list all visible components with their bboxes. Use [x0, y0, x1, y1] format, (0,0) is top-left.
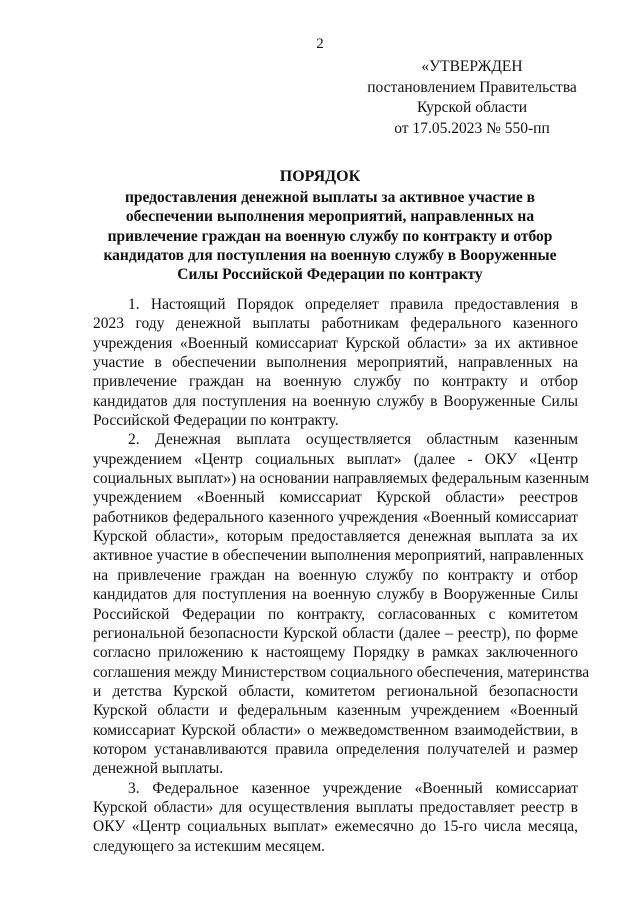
paragraph-2	[93, 430, 590, 778]
text-line: комиссариат Курской области» о межведомственном взаимодействии, в	[93, 721, 578, 739]
text-line: Российской Федерации по контракту.	[93, 412, 339, 430]
document-title: ПОРЯДОК	[279, 168, 361, 185]
approval-line: постановлением Правительства	[367, 78, 577, 96]
subtitle-line: предоставления денежной выплаты за активное участие в	[124, 189, 536, 206]
text-line: региональной безопасности Курской области (далее – реестр), по форме	[93, 624, 578, 642]
text-line: ОКУ «Центр социальных выплат» ежемесячно до 15-го числа месяца,	[93, 818, 578, 836]
document-body	[93, 295, 590, 856]
text-line: кандидатов для поступления на военную службу в Вооруженные Силы	[93, 392, 578, 410]
page-number: 2	[316, 36, 324, 52]
text-line: 2023 году денежной выплаты работникам федерального казенного	[93, 315, 578, 333]
text-line: участие в обеспечении выполнения мероприятий, направленных на	[93, 354, 578, 372]
text-line: работников федерального казенного учреждения «Военный комиссариат	[93, 508, 578, 526]
approval-line: от 17.05.2023 № 550-пп	[394, 119, 550, 137]
text-line: 1. Настоящий Порядок определяет правила предоставления в	[128, 296, 578, 313]
text-line: согласно приложению к настоящему Порядку в рамках заключенного	[93, 644, 578, 662]
text-line: учреждением «Военный комиссариат Курской области» реестров	[93, 489, 578, 507]
subtitle-line: обеспечении выполнения мероприятий, направленных на	[125, 208, 535, 226]
text-line: денежной выплаты.	[93, 760, 224, 778]
paragraph-1	[93, 295, 578, 430]
text-line: привлечение граждан на военную службу по контракту и отбор	[93, 373, 578, 391]
paragraph-3	[93, 779, 578, 856]
text-line: учреждением «Центр социальных выплат» (далее - ОКУ «Центр	[93, 450, 578, 468]
approval-line: «УТВЕРЖДЕН	[421, 58, 523, 75]
text-line: Курской области и федеральным казенным учреждением «Военный	[93, 702, 578, 720]
text-line: 2. Денежная выплата осуществляется областным казенным	[128, 431, 578, 449]
text-line: на привлечение граждан на военную службу по контракту и отбор	[93, 566, 578, 584]
text-line: кандидатов для поступления на военную службу в Вооруженные Силы	[93, 586, 578, 604]
subtitle-line: Силы Российской Федерации по контракту	[177, 266, 483, 284]
text-line: котором устанавливаются правила определения получателей и размер	[93, 740, 578, 758]
text-line: Курской области» для осуществления выплаты предоставляет реестр в	[93, 798, 578, 816]
document-subtitle	[80, 188, 580, 284]
text-line: Российской Федерации по контракту, согласованных с комитетом	[93, 605, 578, 623]
text-line: учреждения «Военный комиссариат Курской области» за их активное	[93, 334, 578, 352]
text-line: социальных выплат») на основании направляемых федеральным казенным	[93, 470, 590, 488]
text-line: следующего за истекшим месяцем.	[93, 837, 326, 855]
subtitle-line: кандидатов для поступления на военную службу в Вооруженные	[103, 246, 557, 264]
approval-line: Курской области	[416, 99, 528, 116]
approval-stamp	[360, 57, 584, 139]
text-line: и детства Курской области, комитетом региональной безопасности	[93, 682, 578, 700]
text-line: соглашения между Министерством социального обеспечения, материнства	[93, 663, 590, 681]
text-line: 3. Федеральное казенное учреждение «Военный комиссариат	[128, 779, 578, 797]
subtitle-line: привлечение граждан на военную службу по контракту и отбор	[107, 227, 553, 245]
text-line: Курской области», которым предоставляется денежная выплата за их	[93, 528, 578, 546]
text-line: активное участие в обеспечении выполнения мероприятий, направленных	[93, 547, 584, 565]
